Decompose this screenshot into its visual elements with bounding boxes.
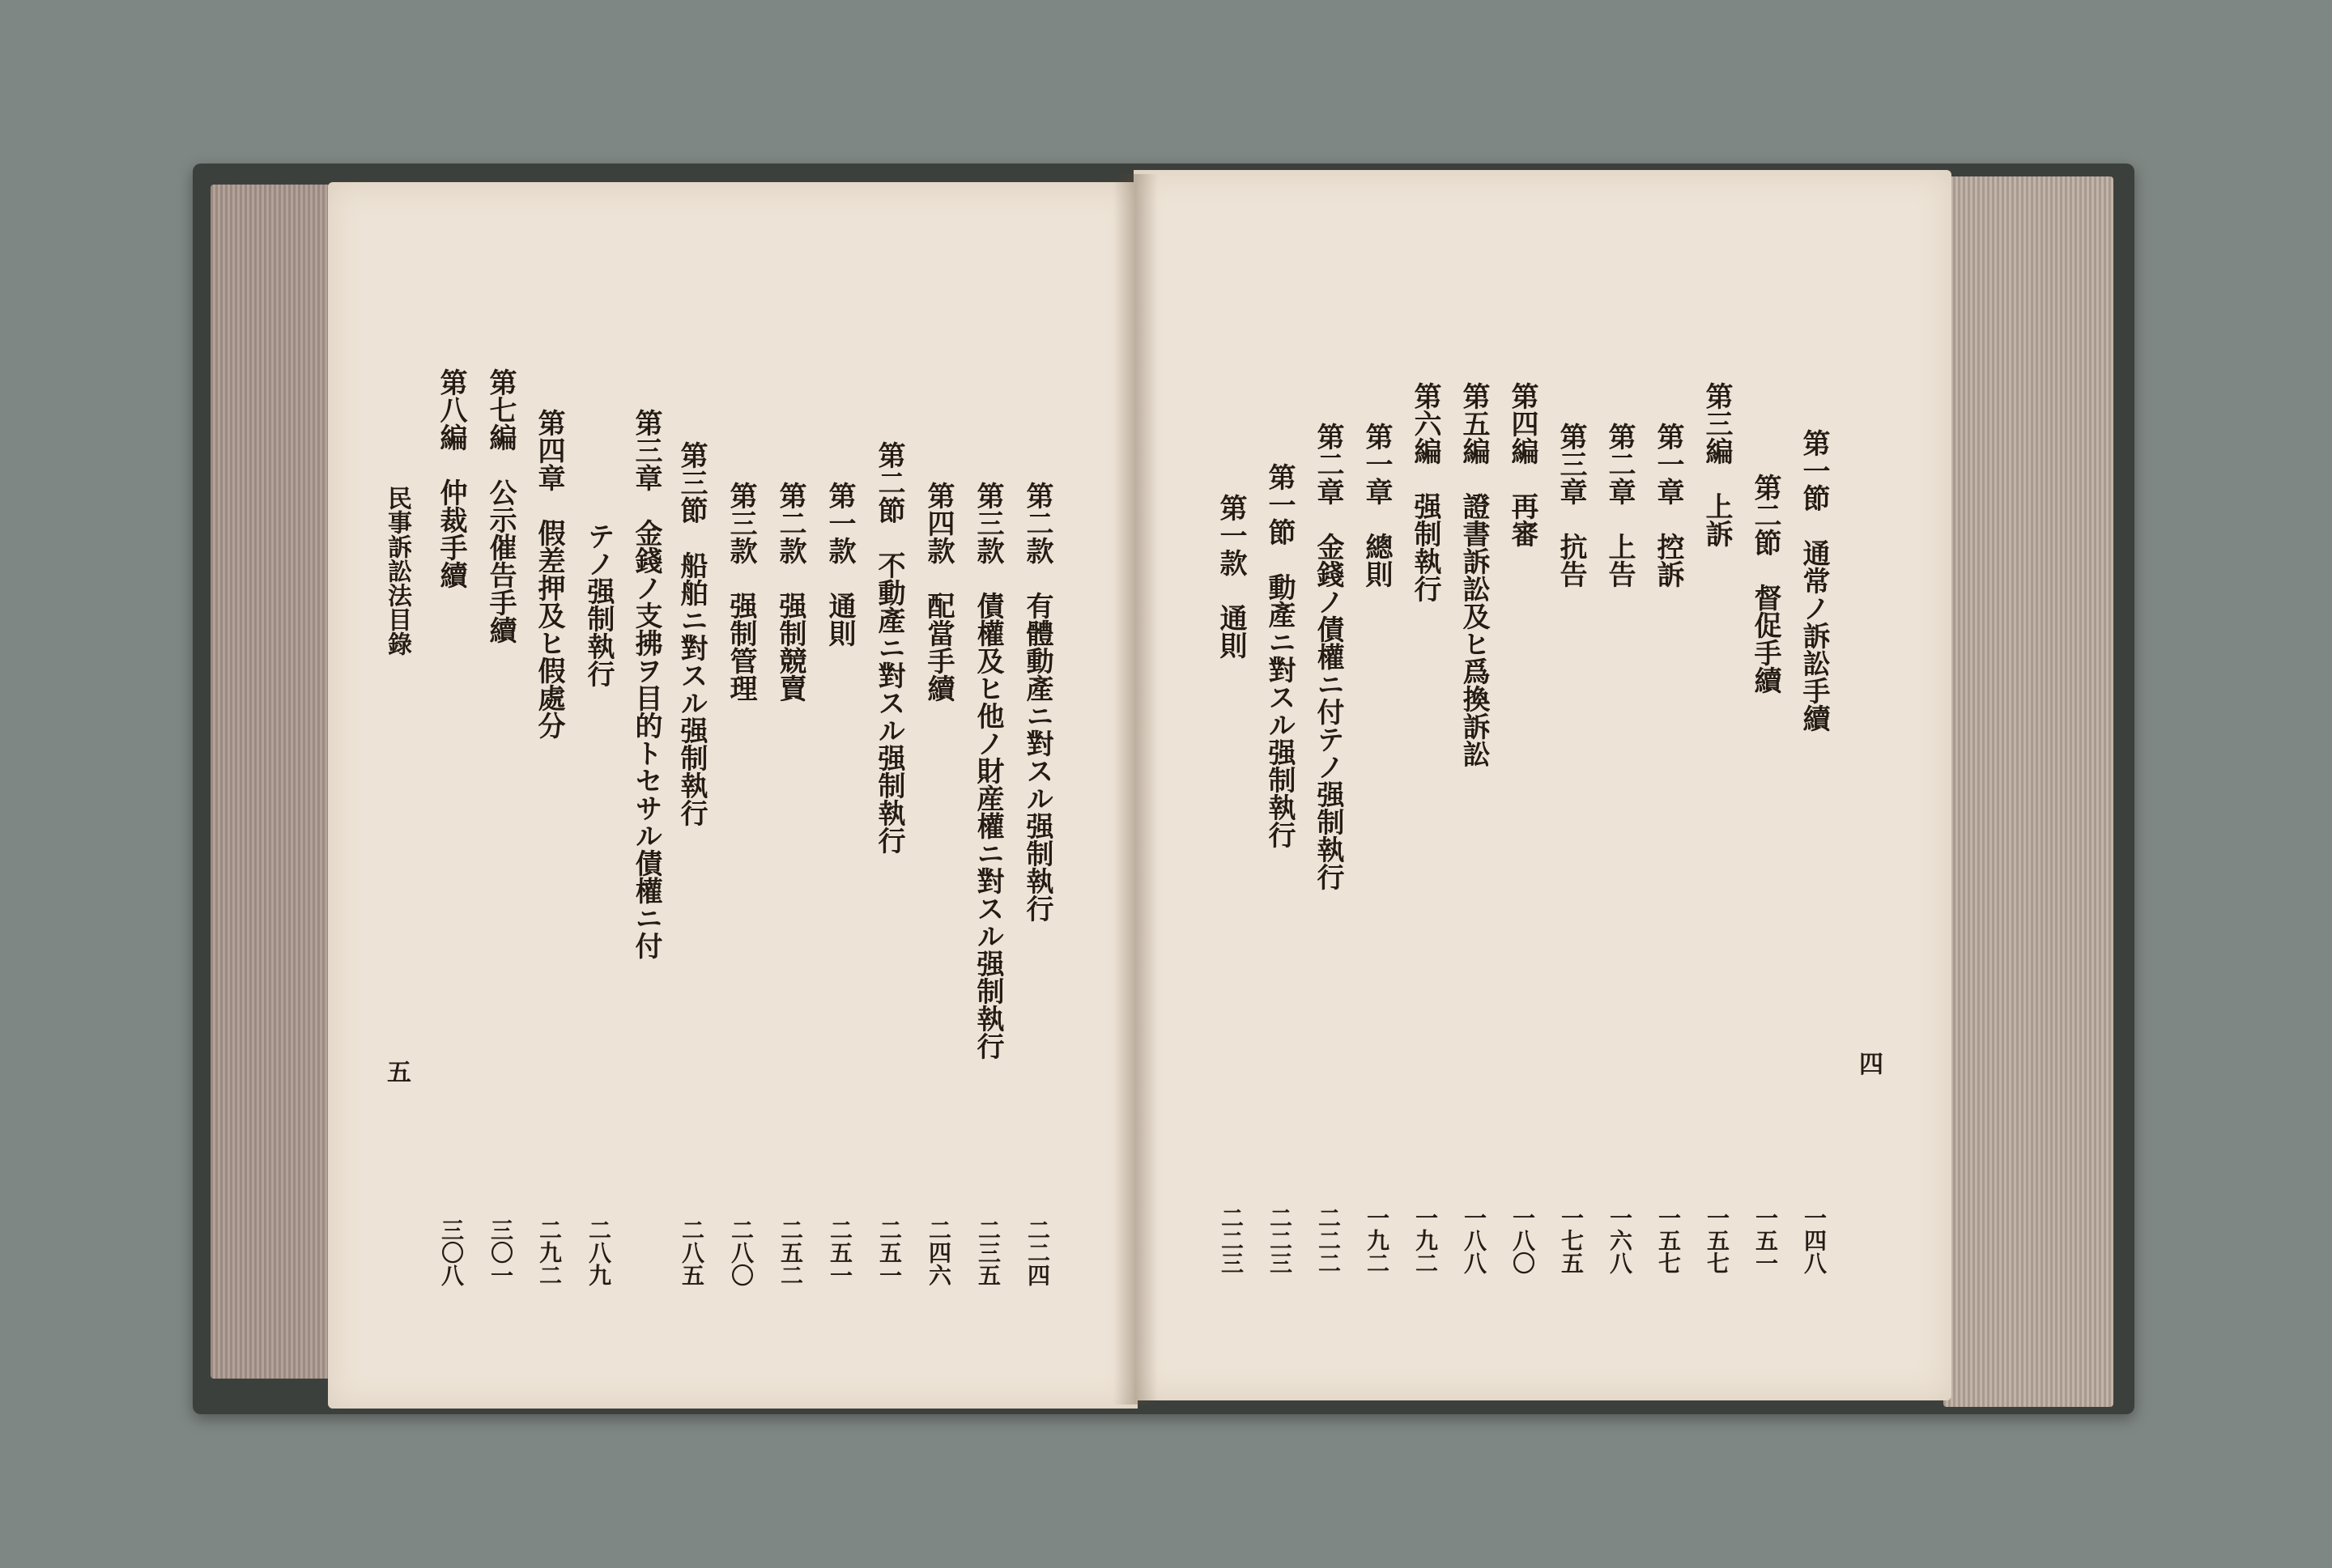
toc-entry (1645, 170, 1691, 1400)
toc-entry (478, 182, 523, 1409)
toc-entry (1597, 170, 1642, 1400)
toc-entry (1402, 170, 1448, 1400)
toc-entry (1257, 170, 1302, 1400)
toc-entry-title: 第二章 上告 (1603, 423, 1636, 588)
toc-entry-page: 二五一 (876, 1218, 903, 1286)
toc-entry (718, 182, 764, 1409)
toc-entry-title: 第二章 金錢ノ債權ニ付テノ强制執行 (1312, 423, 1344, 890)
toc-entry-title: 第一款 通則 (1215, 494, 1247, 659)
right-page (1134, 170, 1951, 1400)
toc-entry-page: 二三五 (975, 1218, 1002, 1286)
toc-entry-page: 三〇一 (487, 1218, 514, 1286)
toc-entry-page: 二九二 (536, 1218, 563, 1286)
toc-entry (768, 182, 813, 1409)
toc-entry-page: 二八五 (679, 1218, 705, 1286)
toc-entry-title: 第二款 有體動產ニ對スル强制執行 (1021, 482, 1053, 922)
toc-entry-title: 第一款 通則 (823, 482, 856, 647)
toc-entry-page: 一五七 (1655, 1206, 1682, 1274)
toc-entry (1791, 170, 1836, 1400)
toc-entry-title: 第八編 仲裁手續 (435, 368, 467, 589)
toc-entry (1548, 170, 1594, 1400)
toc-entry-page: 一八八 (1461, 1206, 1487, 1274)
toc-entry-page: 一七五 (1558, 1206, 1585, 1274)
toc-entry (817, 182, 862, 1409)
page-edges-right (1943, 176, 2113, 1407)
toc-entry-page: 一四八 (1801, 1206, 1828, 1274)
book-gutter (1113, 174, 1158, 1404)
toc-entry-page: 一六八 (1606, 1206, 1633, 1274)
toc-entry (623, 182, 669, 1409)
toc-entry-title: 第二節 不動產ニ對スル强制執行 (873, 441, 905, 854)
toc-entry-title: 第三節 船舶ニ對スル强制執行 (675, 441, 708, 826)
toc-entry-page: 二五一 (827, 1218, 853, 1286)
toc-entry-page: 二二三 (1218, 1206, 1245, 1274)
page-number-right: 四 (1859, 1051, 1883, 1079)
toc-entry (1208, 170, 1253, 1400)
toc-entry-title: 第二節 督促手續 (1749, 474, 1781, 694)
toc-entry-title: 第一章 控訴 (1652, 423, 1684, 588)
toc-entry-title: 第三章 抗告 (1555, 423, 1587, 588)
toc-entry-title: 第六編 强制執行 (1409, 382, 1441, 602)
toc-entry-title: 第一節 通常ノ訴訟手續 (1798, 429, 1830, 732)
toc-entry (1305, 170, 1351, 1400)
toc-entry-page: 二八〇 (728, 1218, 755, 1286)
toc-entry-page: 一五一 (1752, 1206, 1779, 1274)
toc-entry-title: 第四編 再審 (1506, 382, 1538, 547)
toc-entry-title: 第三章 金錢ノ支拂ヲ目的トセサル債權ニ付 (630, 409, 662, 959)
toc-entry-page: 一八〇 (1509, 1206, 1536, 1274)
toc-entry-page: 二四六 (926, 1218, 952, 1286)
toc-entry-page: 一五七 (1704, 1206, 1730, 1274)
toc-entry-title: 第三編 上訴 (1700, 382, 1733, 547)
toc-entry-title: 第一章 總則 (1360, 423, 1393, 588)
toc-entry-page: 二二二 (1315, 1206, 1342, 1274)
toc-entry-page: 二八九 (585, 1218, 612, 1286)
toc-entry-title: 第二款 强制競賣 (774, 482, 806, 702)
toc-entry (1694, 170, 1739, 1400)
running-title: 民事訴訟法目錄 (383, 486, 411, 656)
toc-entry-title: 第三款 債權及ヒ他ノ財産權ニ對スル强制執行 (972, 482, 1004, 1060)
toc-entry-title: 第四款 配當手續 (922, 482, 955, 702)
toc-entry-title: 第三款 强制管理 (725, 482, 757, 702)
toc-entry (1451, 170, 1496, 1400)
toc-entry (669, 182, 714, 1409)
toc-entry-title: テノ强制執行 (582, 522, 615, 687)
toc-entry-page: 一九二 (1412, 1206, 1439, 1274)
toc-entry (526, 182, 572, 1409)
page-edges-left (211, 185, 340, 1379)
toc-entry-title: 第五編 證書訴訟及ヒ爲換訴訟 (1458, 382, 1490, 767)
left-page (328, 182, 1138, 1409)
toc-entry-page: 二二四 (1024, 1218, 1051, 1286)
toc-entry-title: 第四章 假差押及ヒ假處分 (533, 409, 565, 739)
toc-entry-page: 二二三 (1266, 1206, 1293, 1274)
toc-entry-page: 二五二 (777, 1218, 804, 1286)
toc-entry-title: 第七編 公示催告手續 (484, 368, 517, 644)
toc-entry (428, 182, 474, 1409)
toc-entry (1015, 182, 1060, 1409)
toc-entry (866, 182, 912, 1409)
toc-entry (1743, 170, 1788, 1400)
toc-entry (1354, 170, 1399, 1400)
toc-entry-title: 第一節 動產ニ對スル强制執行 (1263, 463, 1296, 848)
toc-entry (965, 182, 1011, 1409)
toc-entry-page: 三〇八 (438, 1218, 465, 1286)
toc-entry (576, 182, 621, 1409)
toc-entry-page: 一九二 (1364, 1206, 1390, 1274)
page-number-left: 五 (387, 1059, 411, 1087)
toc-entry (916, 182, 961, 1409)
toc-entry (1500, 170, 1545, 1400)
